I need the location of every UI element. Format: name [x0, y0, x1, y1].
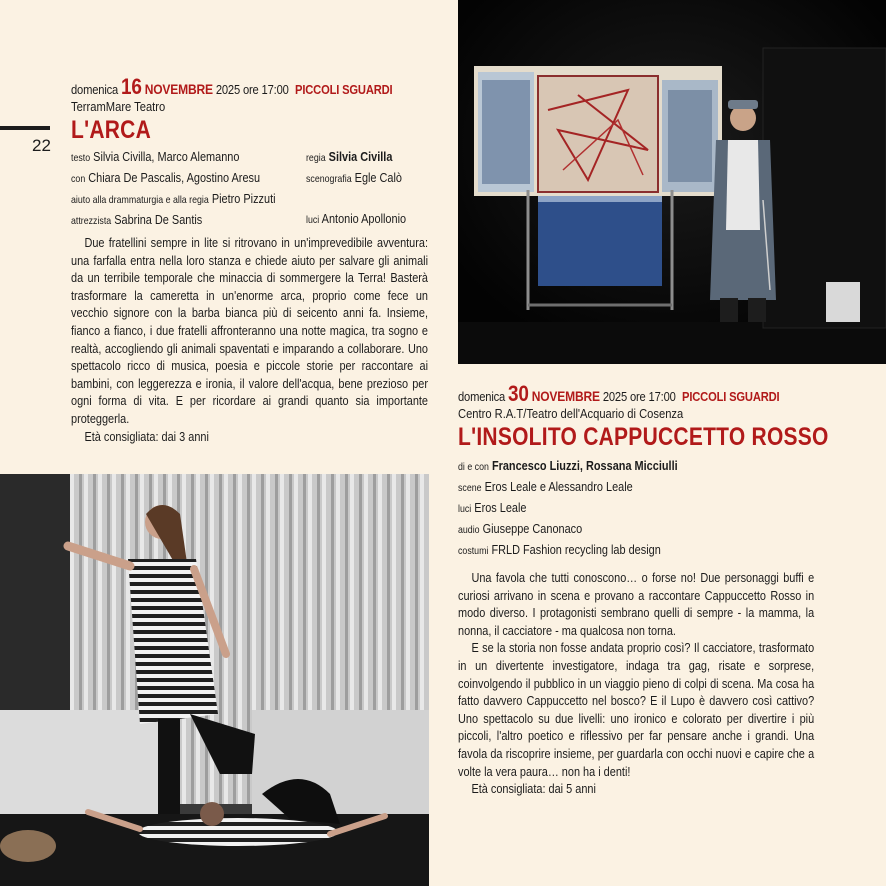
event1-body	[71, 234, 428, 445]
event2-body	[458, 569, 814, 798]
credit-row: aiuto alla drammaturgia e alla regia Pietro Pizzuti	[71, 191, 276, 206]
stage-photo-arca-image	[0, 474, 429, 886]
event2-age: Età consigliata: dai 5 anni	[471, 781, 596, 797]
credit-row: audio Giuseppe Canonaco	[458, 521, 583, 536]
event1-credits-right	[306, 147, 406, 230]
event1-age: Età consigliata: dai 3 anni	[84, 428, 209, 444]
event1-header	[71, 74, 431, 145]
event2-category: PICCOLI SGUARDI	[682, 389, 780, 404]
event2-weekday: domenica	[458, 389, 506, 404]
event1-title: L'ARCA	[71, 116, 151, 144]
event2-paragraph-2: E se la storia non fosse andata proprio così? Il cacciatore, trasformato in un divertente investigatore, indaga tra gag, risate e sorprese, coinvolgendo il pubblico in un viaggio pieno di colpi di scena. Ma cosa ha fatto davvero Cappuccetto nel bosco? E il Lupo è davvero così cattivo? Uno spettacolo su due livelli: uno ironico e colorato per divertire i più piccoli, l'altro poetico e riflessivo per far pensare anche i grandi. Una favola da riscoprire insieme, per guardarla con occhi nuovi e capire che a volte la vera paura… non ha i denti!	[458, 640, 815, 779]
credit-row: con Chiara De Pascalis, Agostino Aresu	[71, 170, 261, 185]
event1-day: 16	[121, 74, 142, 99]
event2-time: 2025 ore 17:00	[602, 389, 676, 404]
credit-row: regia Silvia Civilla	[306, 149, 393, 164]
event2-description	[458, 569, 814, 780]
credit-row: luci Antonio Apollonio	[306, 211, 407, 226]
event2-company: Centro R.A.T/Teatro dell'Acquario di Cosenza	[458, 406, 684, 421]
stage-photo-cappuccetto	[458, 0, 886, 364]
event1-category: PICCOLI SGUARDI	[295, 82, 393, 97]
event2-date-line	[458, 381, 826, 407]
event1-time: 2025 ore 17:00	[215, 82, 289, 97]
event2-day: 30	[508, 381, 529, 406]
event1-month: NOVEMBRE	[144, 81, 213, 97]
stage-photo-arca	[0, 474, 429, 886]
event2-month: NOVEMBRE	[531, 388, 600, 404]
credit-row: scene Eros Leale e Alessandro Leale	[458, 479, 633, 494]
credit-row: scenografia Egle Calò	[306, 170, 403, 185]
stage-photo-cappuccetto-image	[458, 0, 886, 364]
event2-header	[458, 381, 886, 452]
event1-weekday: domenica	[71, 82, 119, 97]
credit-row: attrezzista Sabrina De Santis	[71, 212, 203, 227]
event1-company: TerramMare Teatro	[71, 99, 166, 114]
credit-row: testo Silvia Civilla, Marco Alemanno	[71, 149, 240, 164]
credit-row: costumi FRLD Fashion recycling lab design	[458, 542, 661, 557]
event2-credits	[458, 456, 678, 561]
page-rule	[0, 126, 50, 130]
event1-date-line	[71, 74, 393, 100]
event1-credits-left	[71, 147, 276, 231]
event2-paragraph-1: Una favola che tutti conoscono… o forse no! Due personaggi buffi e curiosi arrivano in scena e provano a raccontare Cappuccetto Rosso in modo diverso. I protagonisti sembrano quelli di sempre - la mamma, la nonna, il cacciatore - ma qualcosa non torna.	[458, 570, 815, 638]
event2-title: L'INSOLITO CAPPUCCETTO ROSSO	[458, 423, 829, 451]
credit-row: luci Eros Leale	[458, 500, 527, 515]
credit-row: di e con Francesco Liuzzi, Rossana Micciulli	[458, 458, 678, 473]
event1-description: Due fratellini sempre in lite si ritrovano in un'imprevedibile avventura: una farfalla entra nella loro stanza e chiede aiuto per salvare gli animali da un terribile temporale che minaccia di sommergere la Terra! Basterà trasformare la cameretta in un'enorme arca, proprio come fece un vecchio signore con la barba bianca più di seicento anni fa. Insieme, fianco a fianco, i due fratelli affronteranno una notte magica, tra sogno e realtà, accogliendo gli animali spaventati e imparando a collaborare. Uno spettacolo ricco di musica, poesia e piccole storie per raccontare ai bambini, con leggerezza e ironia, il valore dell'acqua, bene prezioso per ogni forma di vita. E per ricordare ai grandi quanto sia importante proteggerla.	[71, 235, 428, 426]
page-number: 22	[32, 136, 51, 155]
